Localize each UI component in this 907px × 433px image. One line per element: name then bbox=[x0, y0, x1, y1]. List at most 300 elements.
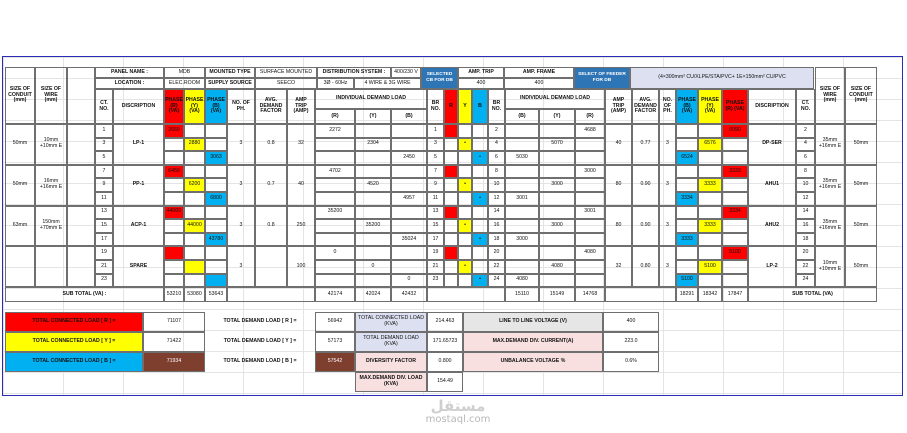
breaker-phase-y bbox=[458, 206, 472, 220]
total-demand-r-label: TOTAL DEMAND LOAD [ R ] = bbox=[223, 318, 297, 325]
col-br-no-right: BR NO. bbox=[488, 89, 505, 124]
col-demand-factor: AVG. DEMAND FACTOR bbox=[255, 89, 287, 124]
col-description-right: DISCRIPTION bbox=[748, 89, 796, 124]
phase-r-load-right bbox=[722, 138, 748, 152]
demand-y: 2304 bbox=[355, 138, 391, 152]
demand-y-right bbox=[539, 274, 575, 288]
circuit-number-right: 12 bbox=[796, 192, 815, 206]
demand-r-right bbox=[575, 260, 605, 274]
total-demand-b: 57542 bbox=[315, 352, 355, 372]
amp-trip-right: 80 bbox=[605, 206, 632, 247]
breaker-phase-b bbox=[472, 178, 488, 192]
demand-r bbox=[315, 219, 355, 233]
demand-y-right: 4080 bbox=[539, 260, 575, 274]
demand-y: 4520 bbox=[355, 178, 391, 192]
breaker-phase-b bbox=[472, 206, 488, 220]
demand-factor: 0.8 bbox=[255, 124, 287, 165]
demand-y: 0 bbox=[355, 260, 391, 274]
feeder-value: (4×300mm² CU/XLPE/STA/PVC+ 1E×150mm² CU/PVC bbox=[630, 67, 814, 89]
amp-trip: 100 bbox=[287, 246, 315, 287]
circuit-number-right: 24 bbox=[796, 274, 815, 288]
phase-b-load: 3063 bbox=[205, 151, 227, 165]
breaker-phase-y bbox=[458, 274, 472, 288]
subtotal-phase-b-right: 18291 bbox=[676, 287, 698, 302]
phase-b-load bbox=[205, 165, 227, 179]
breaker-number: 5 bbox=[427, 151, 444, 165]
mounted-type-label: MOUNTED TYPE bbox=[205, 67, 255, 78]
spacer-cell bbox=[67, 165, 95, 206]
circuit-number-right: 22 bbox=[796, 260, 815, 274]
phase-r-load: 2669 bbox=[164, 124, 184, 138]
demand-factor-right: 0.90 bbox=[632, 165, 659, 206]
breaker-phase-r bbox=[444, 178, 458, 192]
subtotal-phase-b: 53643 bbox=[205, 287, 227, 302]
circuit-number-right: 8 bbox=[796, 165, 815, 179]
demand-y-right bbox=[539, 192, 575, 206]
demand-y-right bbox=[539, 165, 575, 179]
wire-size-right: 35mm +16mm E bbox=[815, 206, 845, 247]
phase-y-load-right bbox=[698, 192, 722, 206]
demand-b bbox=[391, 165, 427, 179]
demand-b: 4957 bbox=[391, 192, 427, 206]
spacer-cell bbox=[67, 67, 95, 124]
demand-r bbox=[315, 260, 355, 274]
subtotal-gap bbox=[427, 287, 505, 302]
phase-r-load: 44000 bbox=[164, 206, 184, 220]
phase-r-load bbox=[164, 274, 184, 288]
demand-r-right bbox=[575, 233, 605, 247]
demand-factor: 0.8 bbox=[255, 206, 287, 247]
breaker-number-right: 12 bbox=[488, 192, 505, 206]
demand-y-right bbox=[539, 233, 575, 247]
amp-trip: 32 bbox=[287, 124, 315, 165]
breaker-number: 1 bbox=[427, 124, 444, 138]
phase-y-load: 44000 bbox=[184, 219, 205, 233]
circuit-number: 23 bbox=[95, 274, 113, 288]
phase-y-load-right: 5100 bbox=[698, 260, 722, 274]
breaker-phase-r bbox=[444, 274, 458, 288]
spacer-cell bbox=[67, 124, 95, 165]
breaker-phase-b: • bbox=[472, 192, 488, 206]
wire-size: 150mm +70mm E bbox=[35, 206, 67, 247]
breaker-phase-y bbox=[458, 165, 472, 179]
demand-y-right: 3000 bbox=[539, 219, 575, 233]
breaker-phase-y: • bbox=[458, 260, 472, 274]
circuit-number: 11 bbox=[95, 192, 113, 206]
breaker-number: 9 bbox=[427, 178, 444, 192]
demand-r-right bbox=[575, 138, 605, 152]
spare-phase-marker bbox=[164, 246, 184, 260]
phase-y-load-right bbox=[698, 165, 722, 179]
amp-trip: 250 bbox=[287, 206, 315, 247]
col-no-of-ph: NO. OF PH. bbox=[227, 89, 255, 124]
phase-b-load bbox=[205, 206, 227, 220]
circuit-description-right: DP-SER bbox=[748, 124, 796, 165]
demand-b bbox=[391, 138, 427, 152]
breaker-phase-b: • bbox=[472, 274, 488, 288]
col-phase-y-right: PHASE (Y) (VA) bbox=[698, 89, 722, 124]
circuit-number-right: 20 bbox=[796, 246, 815, 260]
phase-b-load-right bbox=[676, 206, 698, 220]
amp-trip-right: 32 bbox=[605, 246, 632, 287]
total-connected-b: 71934 bbox=[143, 352, 205, 372]
breaker-phase-r bbox=[444, 165, 458, 179]
phase-y-load-right bbox=[698, 206, 722, 220]
subtotal-demand-b: 42432 bbox=[391, 287, 427, 302]
col-demand-factor-right: AVG. DEMAND FACTOR bbox=[632, 89, 659, 124]
phase-b-load bbox=[205, 260, 227, 274]
wire-size-right: 35mm +16mm E bbox=[815, 165, 845, 206]
breaker-phase-y bbox=[458, 192, 472, 206]
supply-source-label: SUPPLY SOURCE bbox=[205, 78, 255, 89]
phase-r-load-right bbox=[722, 151, 748, 165]
breaker-phase-r bbox=[444, 151, 458, 165]
phase-b-load-right: 5100 bbox=[676, 274, 698, 288]
phase-y-load-right: 6576 bbox=[698, 138, 722, 152]
subtotal-phase-r: 53210 bbox=[164, 287, 184, 302]
breaker-number: 17 bbox=[427, 233, 444, 247]
subtotal-gap bbox=[605, 287, 676, 302]
total-connected-r-label: TOTAL CONNECTED LOAD [ R ] = bbox=[5, 312, 143, 332]
wire-size bbox=[35, 246, 67, 287]
col-individual-demand-load-right: INDIVIDUAL DEMAND LOAD bbox=[505, 89, 605, 109]
spare-phase-marker bbox=[184, 260, 205, 274]
demand-r-right bbox=[575, 192, 605, 206]
panel-name-label: PANEL NAME : bbox=[95, 67, 164, 78]
phase-r-load-right bbox=[722, 192, 748, 206]
breaker-number-right: 18 bbox=[488, 233, 505, 247]
phase-b-load bbox=[205, 178, 227, 192]
breaker-number-right: 6 bbox=[488, 151, 505, 165]
wire-system: 4 WIRE & 3G WIRE bbox=[354, 78, 421, 89]
demand-r bbox=[315, 151, 355, 165]
demand-y-right: 3000 bbox=[539, 178, 575, 192]
amp-trip: 40 bbox=[287, 165, 315, 206]
phase-b-load-right bbox=[676, 124, 698, 138]
demand-y bbox=[355, 246, 391, 260]
circuit-number-right: 16 bbox=[796, 219, 815, 233]
circuit-number: 19 bbox=[95, 246, 113, 260]
conduit-size: 50mm bbox=[5, 124, 35, 165]
phase-frequency: 3Ø - 60Hz bbox=[317, 78, 354, 89]
spacer-cell bbox=[67, 246, 95, 287]
no-of-phases: 3 bbox=[227, 246, 255, 287]
no-of-phases-right: 3 bbox=[659, 206, 676, 247]
phase-b-load bbox=[205, 246, 227, 260]
demand-y bbox=[355, 192, 391, 206]
phase-y-load bbox=[184, 274, 205, 288]
demand-r-right bbox=[575, 178, 605, 192]
col-b: B bbox=[472, 89, 488, 124]
panel-schedule-sheet bbox=[2, 56, 903, 396]
conduit-size: 50mm bbox=[5, 165, 35, 206]
demand-b-right bbox=[505, 138, 539, 152]
demand-b-right: 5030 bbox=[505, 151, 539, 165]
phase-r-load bbox=[164, 138, 184, 152]
circuit-description-right: AHU2 bbox=[748, 206, 796, 247]
breaker-number: 19 bbox=[427, 246, 444, 260]
demand-b-right bbox=[505, 178, 539, 192]
demand-y-right bbox=[539, 246, 575, 260]
circuit-number-right: 18 bbox=[796, 233, 815, 247]
breaker-number: 23 bbox=[427, 274, 444, 288]
mounted-type-value: SURFACE MOUNTED bbox=[255, 67, 317, 78]
breaker-phase-y bbox=[458, 246, 472, 260]
total-connected-y: 71422 bbox=[143, 332, 205, 352]
demand-r-right bbox=[575, 274, 605, 288]
breaker-phase-b: • bbox=[472, 233, 488, 247]
phase-b-load-right: 3334 bbox=[676, 192, 698, 206]
col-individual-demand-load: INDIVIDUAL DEMAND LOAD bbox=[315, 89, 427, 109]
demand-y-right bbox=[539, 206, 575, 220]
breaker-number-right: 4 bbox=[488, 138, 505, 152]
col-no-of-ph-right: NO. OF PH. bbox=[659, 89, 676, 124]
demand-factor-right: 0.90 bbox=[632, 206, 659, 247]
phase-y-load-right bbox=[698, 124, 722, 138]
subtotal-label: SUB TOTAL (VA) : bbox=[5, 287, 164, 302]
line-voltage-label: LINE TO LINE VOLTAGE (V) bbox=[463, 312, 603, 332]
phase-b-load bbox=[205, 138, 227, 152]
amp-frame-value: 400 bbox=[504, 78, 574, 89]
demand-r-right bbox=[575, 151, 605, 165]
col-size-wire: SIZE OF WIRE (mm) bbox=[35, 67, 67, 124]
total-connected-b-label: TOTAL CONNECTED LOAD [ B ] = bbox=[5, 352, 143, 372]
distribution-system-label: DISTRIBUTION SYSTEM : bbox=[317, 67, 391, 78]
spare-phase-marker bbox=[205, 274, 227, 288]
phase-b-load: 6800 bbox=[205, 192, 227, 206]
col-phase-r: PHASE (R) (VA) bbox=[164, 89, 184, 124]
amp-trip-value: 400 bbox=[458, 78, 504, 89]
total-demand-kva-label: TOTAL DEMAND LOAD (KVA) bbox=[355, 332, 427, 352]
phase-b-load-right bbox=[676, 178, 698, 192]
phase-r-load-right: 3333 bbox=[722, 165, 748, 179]
circuit-number: 3 bbox=[95, 138, 113, 152]
col-size-conduit: SIZE OF CONDUIT (mm) bbox=[5, 67, 35, 124]
breaker-phase-r bbox=[444, 124, 458, 138]
conduit-size-right: 50mm bbox=[845, 206, 877, 247]
circuit-description-right: LP-2 bbox=[748, 246, 796, 287]
subtotal-demand-b-right: 15110 bbox=[505, 287, 539, 302]
circuit-number: 13 bbox=[95, 206, 113, 220]
circuit-description: ACP-1 bbox=[113, 206, 164, 247]
demand-y bbox=[355, 274, 391, 288]
breaker-number-right: 20 bbox=[488, 246, 505, 260]
demand-b-right: 3000 bbox=[505, 233, 539, 247]
phase-r-load-right: 5100 bbox=[722, 246, 748, 260]
demand-y-right: 5070 bbox=[539, 138, 575, 152]
demand-b-right bbox=[505, 260, 539, 274]
demand-y: 35200 bbox=[355, 219, 391, 233]
phase-b-load-right bbox=[676, 246, 698, 260]
amp-frame-label: AMP. FRAME bbox=[504, 67, 574, 78]
breaker-number-right: 16 bbox=[488, 219, 505, 233]
demand-y bbox=[355, 151, 391, 165]
selected-cb-label: SELECTED CB FOR DB bbox=[421, 67, 458, 89]
demand-b bbox=[391, 246, 427, 260]
total-connected-kva: 214.463 bbox=[427, 312, 463, 332]
breaker-number-right: 14 bbox=[488, 206, 505, 220]
phase-b-load: 43780 bbox=[205, 233, 227, 247]
circuit-number: 7 bbox=[95, 165, 113, 179]
no-of-phases: 3 bbox=[227, 206, 255, 247]
demand-r: 35200 bbox=[315, 206, 355, 220]
demand-r bbox=[315, 274, 355, 288]
col-demand-y: (Y) bbox=[355, 109, 391, 124]
demand-b bbox=[391, 219, 427, 233]
phase-y-load-right bbox=[698, 151, 722, 165]
demand-factor: 0.7 bbox=[255, 165, 287, 206]
conduit-size bbox=[5, 246, 35, 287]
circuit-number-right: 2 bbox=[796, 124, 815, 138]
phase-y-load-right: 3333 bbox=[698, 178, 722, 192]
total-demand-r: 56942 bbox=[315, 312, 355, 332]
demand-y bbox=[355, 206, 391, 220]
demand-r bbox=[315, 192, 355, 206]
phase-r-load bbox=[164, 219, 184, 233]
phase-b-load-right bbox=[676, 219, 698, 233]
phase-b-load bbox=[205, 124, 227, 138]
amp-trip-right: 80 bbox=[605, 165, 632, 206]
breaker-phase-y bbox=[458, 124, 472, 138]
phase-y-load bbox=[184, 233, 205, 247]
circuit-number: 15 bbox=[95, 219, 113, 233]
phase-y-load bbox=[184, 165, 205, 179]
phase-r-load bbox=[164, 151, 184, 165]
demand-r bbox=[315, 138, 355, 152]
col-phase-b-right: PHASE (B) (VA) bbox=[676, 89, 698, 124]
phase-y-load bbox=[184, 246, 205, 260]
phase-y-load-right bbox=[698, 233, 722, 247]
conduit-size: 63mm bbox=[5, 206, 35, 247]
subtotal-demand-y: 42024 bbox=[355, 287, 391, 302]
breaker-number: 3 bbox=[427, 138, 444, 152]
subtotal-label-right: SUB TOTAL (VA) bbox=[748, 287, 877, 302]
demand-b bbox=[391, 124, 427, 138]
no-of-phases: 3 bbox=[227, 124, 255, 165]
breaker-phase-y: • bbox=[458, 138, 472, 152]
demand-y-right bbox=[539, 151, 575, 165]
circuit-number-right: 10 bbox=[796, 178, 815, 192]
col-phase-r-right: PHASE (R) (VA) bbox=[722, 89, 748, 124]
distribution-system-value: 400/230 V bbox=[391, 67, 421, 78]
col-size-wire-right: SIZE OF WIRE (mm) bbox=[815, 67, 845, 124]
diversity-factor: 0.800 bbox=[427, 352, 463, 372]
col-demand-b: (B) bbox=[391, 109, 427, 124]
circuit-description: SPARE bbox=[113, 246, 164, 287]
phase-y-load-right bbox=[698, 246, 722, 260]
breaker-number-right: 2 bbox=[488, 124, 505, 138]
demand-b bbox=[391, 206, 427, 220]
phase-r-load bbox=[164, 192, 184, 206]
breaker-phase-b bbox=[472, 260, 488, 274]
phase-y-load-right: 3333 bbox=[698, 219, 722, 233]
breaker-phase-r bbox=[444, 260, 458, 274]
phase-r-load-right bbox=[722, 219, 748, 233]
phase-r-load bbox=[164, 233, 184, 247]
wire-size-right: 35mm +16mm E bbox=[815, 124, 845, 165]
phase-y-load: 2880 bbox=[184, 138, 205, 152]
demand-factor bbox=[255, 246, 287, 287]
breaker-number: 7 bbox=[427, 165, 444, 179]
total-connected-kva-label: TOTAL CONNECTED LOAD (KVA) bbox=[355, 312, 427, 332]
location-label: LOCATION : bbox=[95, 78, 164, 89]
watermark-text: mostaql.com bbox=[425, 414, 491, 425]
breaker-phase-b bbox=[472, 219, 488, 233]
demand-r: 0 bbox=[315, 246, 355, 260]
subtotal-demand-y-right: 15149 bbox=[539, 287, 575, 302]
col-ct-no-right: CT. NO. bbox=[796, 89, 815, 124]
breaker-phase-r bbox=[444, 206, 458, 220]
phase-r-load: 6459 bbox=[164, 165, 184, 179]
subtotal-demand-r: 42174 bbox=[315, 287, 355, 302]
col-r: R bbox=[444, 89, 458, 124]
breaker-number: 13 bbox=[427, 206, 444, 220]
col-demand-y-right: (Y) bbox=[539, 109, 575, 124]
circuit-number: 9 bbox=[95, 178, 113, 192]
total-demand-kva: 171.65723 bbox=[427, 332, 463, 352]
subtotal-gap bbox=[227, 287, 315, 302]
demand-b-right bbox=[505, 206, 539, 220]
no-of-phases: 3 bbox=[227, 165, 255, 206]
demand-b: 0 bbox=[391, 274, 427, 288]
max-demand-label: MAX.DEMAND DIV. LOAD (KVA) bbox=[355, 372, 427, 392]
demand-y-right bbox=[539, 124, 575, 138]
breaker-number-right: 22 bbox=[488, 260, 505, 274]
amp-trip-label: AMP. TRIP bbox=[458, 67, 504, 78]
breaker-number-right: 8 bbox=[488, 165, 505, 179]
phase-b-load-right bbox=[676, 138, 698, 152]
phase-y-load bbox=[184, 206, 205, 220]
col-phase-b: PHASE (B) (VA) bbox=[205, 89, 227, 124]
subtotal-demand-r-right: 14768 bbox=[575, 287, 605, 302]
phase-y-load: 6200 bbox=[184, 178, 205, 192]
select-feeder-label: SELECT OF FEEDER FOR DB bbox=[574, 67, 630, 89]
demand-b-right bbox=[505, 165, 539, 179]
demand-factor-right: 0.80 bbox=[632, 246, 659, 287]
demand-b-right bbox=[505, 219, 539, 233]
total-demand-y-label: TOTAL DEMAND LOAD [ Y ] = bbox=[223, 338, 297, 345]
max-demand: 154.49 bbox=[427, 372, 463, 392]
circuit-number: 1 bbox=[95, 124, 113, 138]
demand-r-right: 3000 bbox=[575, 165, 605, 179]
phase-y-load bbox=[184, 192, 205, 206]
max-current: 223.0 bbox=[603, 332, 659, 352]
breaker-phase-b: • bbox=[472, 151, 488, 165]
breaker-phase-r bbox=[444, 233, 458, 247]
breaker-phase-r bbox=[444, 138, 458, 152]
col-phase-y: PHASE (Y) (VA) bbox=[184, 89, 205, 124]
demand-y bbox=[355, 233, 391, 247]
subtotal-phase-y-right: 18342 bbox=[698, 287, 722, 302]
panel-name-value: MDB bbox=[164, 67, 205, 78]
col-demand-r: (R) bbox=[315, 109, 355, 124]
breaker-phase-b bbox=[472, 246, 488, 260]
spacer-cell bbox=[67, 206, 95, 247]
phase-b-load-right bbox=[676, 165, 698, 179]
demand-b bbox=[391, 260, 427, 274]
demand-r bbox=[315, 233, 355, 247]
circuit-number-right: 6 bbox=[796, 151, 815, 165]
line-voltage: 400 bbox=[603, 312, 659, 332]
wire-size: 10mm +10mm E bbox=[35, 124, 67, 165]
total-demand-y: 57173 bbox=[315, 332, 355, 352]
total-connected-r: 71107 bbox=[143, 312, 205, 332]
breaker-phase-y bbox=[458, 233, 472, 247]
phase-r-load bbox=[164, 260, 184, 274]
demand-b-right bbox=[505, 124, 539, 138]
demand-r-right: 3001 bbox=[575, 206, 605, 220]
total-connected-y-label: TOTAL CONNECTED LOAD [ Y ] = bbox=[5, 332, 143, 352]
